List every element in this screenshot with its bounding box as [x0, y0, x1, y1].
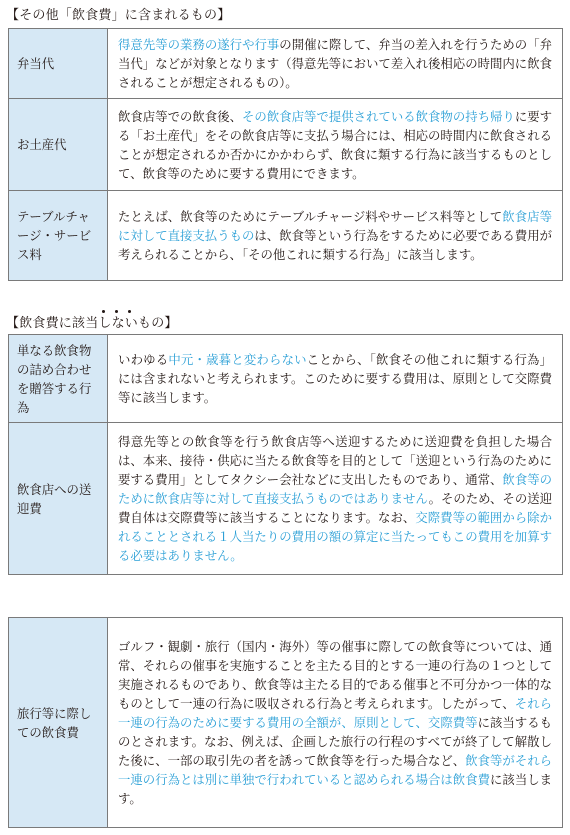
row-body [108, 99, 563, 191]
body-text: に該当するものとされます。なお、例えば、企画した旅行の行程のすべてが終了して解散した後に、一部の取引先の者を誘って飲食等を行った場合など、 [118, 715, 552, 768]
table-row [9, 191, 563, 281]
highlighted-text: それら一連の行為のために要する費用の全額が、原則として、交際費等 [118, 696, 552, 730]
table-row [9, 618, 563, 828]
body-text: いわゆる [118, 352, 169, 367]
body-text: に該当します。 [118, 772, 553, 806]
row-body [108, 618, 563, 828]
highlighted-text: 中元・歳暮と変わらない [168, 352, 307, 367]
body-text: 。そのため、その送迎費自体は交際費等に該当することになります。なお、 [118, 491, 552, 525]
row-label: お土産代 [9, 99, 108, 191]
row-body [108, 335, 563, 423]
body-text: ことから、「飲食その他これに類する行為」には含まれないと考えられます。このために要する費用は、原則として交際費等に該当します。 [118, 352, 553, 405]
emphasis-text: しない [98, 316, 139, 331]
section2-title-start: 【飲食費に該当 [6, 316, 99, 331]
emphasis-dot [128, 310, 131, 313]
table-row [9, 29, 563, 99]
section1-title: 【その他「飲食費」に含まれるもの】 [6, 8, 231, 23]
section2-title-end: もの】 [138, 316, 178, 331]
highlighted-text: 飲食店等に対して直接支払うもの [118, 209, 553, 243]
body-text: たとえば、飲食等のためにテーブルチャージ料やサービス料等として [118, 209, 503, 224]
emphasis-dot [102, 310, 105, 313]
highlighted-text: 交際費等の範囲から除かれることとされる１人当たりの費用の額の算定に当たってもこの費用を加算する必要はありません。 [118, 510, 552, 563]
section2-title [6, 316, 178, 332]
body-text: ゴルフ・観劇・旅行（国内・海外）等の催事に際しての飲食等については、通常、それらの催事を実施することを主たる目的とする一連の行為の１つとして実施されるものであり、飲食等は主たる目的である催事と不可分かつ一体的なものとして一連の行為に吸収される行為と考えられます。したがって、 [118, 639, 552, 711]
row-label: 単なる飲食物の詰め合わせを贈答する行為 [9, 335, 108, 423]
body-text: の開催に際して、弁当の差入れを行うための「弁当代」などが対象となります（得意先等において差入れ後相応の時間内に飲食されることが想定されるもの）。 [118, 37, 552, 90]
body-text: 飲食店等での飲食後、 [118, 108, 243, 124]
table-row [9, 335, 563, 423]
row-body [108, 191, 563, 281]
row-label: 飲食店への送迎費 [9, 423, 108, 575]
section2-title-emphasis [98, 316, 138, 332]
highlighted-text: 飲食等のために飲食店等に対して直接支払うものではありません [118, 472, 553, 506]
row-body [108, 29, 563, 99]
section3-table [8, 617, 563, 828]
row-label: 旅行等に際しての飲食費 [9, 618, 108, 828]
section2-table [8, 334, 563, 575]
row-body [108, 423, 563, 575]
emphasis-dot [115, 310, 118, 313]
body-text: に要する「お土産代」をその飲食店等に支払う場合には、相応の時間内に飲食されることが想定されるか否かにかかわらず、飲食に類する行為に該当するものとして、飲食等のために要する費用にできます。 [118, 108, 553, 181]
section1-table [8, 28, 563, 281]
row-label: テーブルチャージ・サービス料 [9, 191, 108, 281]
highlighted-text: 得意先等の業務の遂行や行事 [118, 37, 280, 52]
row-label: 弁当代 [9, 29, 108, 99]
table-row [9, 99, 563, 191]
table-row [9, 423, 563, 575]
highlighted-text: その飲食店等で提供されている飲食物の持ち帰り [242, 108, 515, 124]
body-text: 得意先等との飲食等を行う飲食店等へ送迎するために送迎費を負担した場合は、本来、接待・供応に当たる飲食等を目的として「送迎という行為のために要する費用」としてタクシー会社などに支出したものであり、通常、 [118, 434, 552, 487]
highlighted-text: 飲食等がそれら一連の行為とは別に単独で行われていると認められる場合は飲食費 [118, 753, 553, 787]
body-text: は、飲食等という行為をするために必要である費用が考えられることから、「その他これに類する行為」に該当します。 [118, 228, 553, 262]
